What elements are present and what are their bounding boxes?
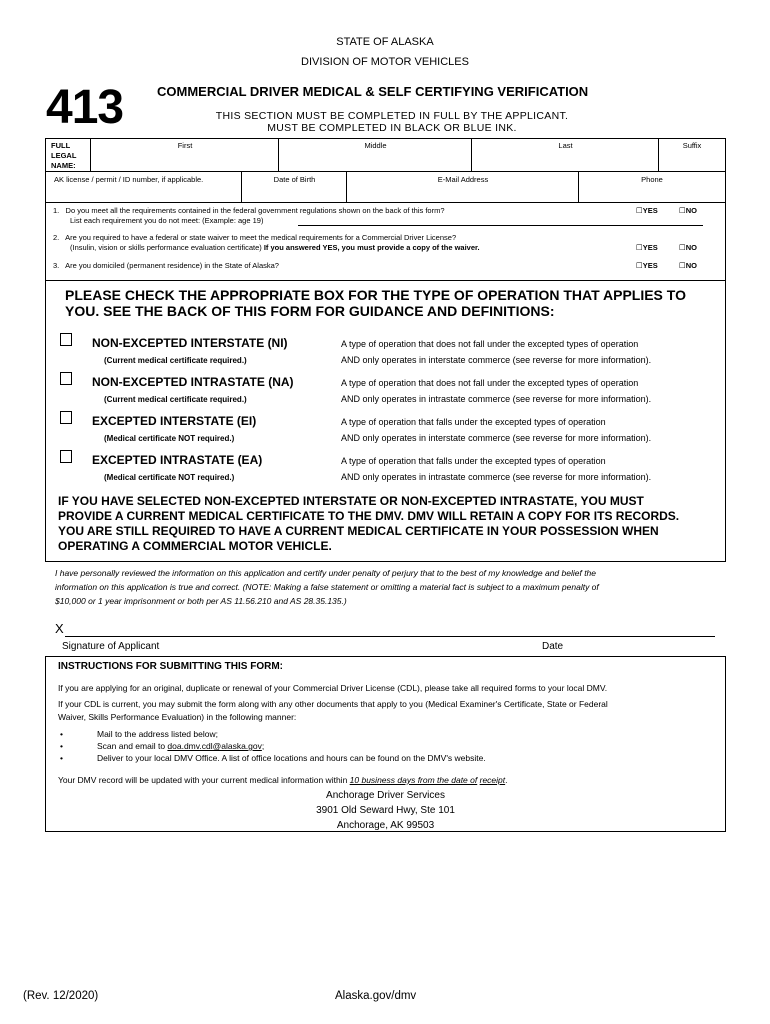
- form-subtitle-2: MUST BE COMPLETED IN BLACK OR BLUE INK.: [267, 122, 517, 134]
- name-label-cell: [46, 139, 91, 171]
- address-line-3: Anchorage, AK 99503: [336, 820, 435, 831]
- record-update-prefix: Your DMV record will be updated with your current medical information within: [58, 775, 350, 785]
- option-na-desc-2: AND only operates in intrastate commerce (see reverse for more information).: [341, 394, 652, 404]
- medical-warning-4: OPERATING A COMMERCIAL MOTOR VEHICLE.: [58, 539, 332, 553]
- form-title: COMMERCIAL DRIVER MEDICAL & SELF CERTIFYING VERIFICATION: [157, 84, 589, 99]
- question-1-yes-checkbox[interactable]: ☐YES: [636, 206, 658, 215]
- question-1-text: Do you meet all the requirements contained in the federal government regulations shown on the back of this form?: [65, 206, 445, 215]
- medical-warning-1: IF YOU HAVE SELECTED NON-EXCEPTED INTERSTATE OR NON-EXCEPTED INTRASTATE, YOU MUST: [58, 494, 644, 508]
- medical-warning-3: YOU ARE STILL REQUIRED TO HAVE A CURRENT MEDICAL CERTIFICATE IN YOUR POSSESSION WHEN: [58, 524, 659, 538]
- record-update-note: [58, 774, 718, 787]
- form-number: 413: [46, 81, 124, 134]
- option-ea-title: EXCEPTED INTRASTATE (EA): [92, 453, 263, 467]
- question-2-yes-checkbox[interactable]: ☐YES: [636, 243, 658, 252]
- question-2-detail-text: (Insulin, vision or skills performance evaluation certificate): [70, 243, 262, 252]
- address-line-1: Anchorage Driver Services: [326, 790, 445, 801]
- option-ea-desc-2: AND only operates in intrastate commerce (see reverse for more information).: [341, 472, 652, 482]
- address-line-2: 3901 Old Seward Hwy, Ste 101: [316, 805, 455, 816]
- questions-section: [45, 201, 726, 281]
- question-2-waiver-note: If you answered YES, you must provide a copy of the waiver.: [263, 243, 480, 252]
- record-update-suffix: .: [505, 775, 508, 785]
- bullet-email-suffix: ;: [261, 741, 265, 751]
- id-grid: [45, 171, 726, 203]
- instructions-heading: INSTRUCTIONS FOR SUBMITTING THIS FORM:: [58, 661, 283, 672]
- question-3-no-checkbox[interactable]: ☐NO: [679, 261, 697, 270]
- question-2-no-checkbox[interactable]: ☐NO: [679, 243, 697, 252]
- date-of-birth-field[interactable]: [242, 172, 347, 202]
- option-ei-checkbox[interactable]: [60, 411, 72, 424]
- bullet-2-marker: •: [60, 741, 63, 751]
- option-na-note: (Current medical certificate required.): [104, 395, 247, 404]
- signature-label: Signature of Applicant: [62, 641, 160, 652]
- last-name-field[interactable]: [472, 139, 659, 171]
- bullet-email-prefix: Scan and email to: [97, 741, 168, 751]
- revision-date: (Rev. 12/2020): [23, 990, 99, 1002]
- full-label: FULL: [51, 141, 71, 150]
- option-ni-checkbox[interactable]: [60, 333, 72, 346]
- bullet-3-marker: •: [60, 753, 63, 763]
- phone-field[interactable]: [579, 172, 725, 202]
- question-1-list-label: List each requirement you do not meet: (Example: age 19): [70, 216, 264, 225]
- instructions-section: [45, 656, 726, 832]
- question-2-detail: [70, 243, 480, 252]
- signature-line[interactable]: [65, 636, 715, 637]
- question-3-number: 3.: [53, 261, 60, 270]
- option-ea-desc-1: A type of operation that falls under the excepted types of operation: [341, 456, 606, 466]
- question-3-text: Are you domiciled (permanent residence) in the State of Alaska?: [65, 261, 279, 270]
- license-number-field[interactable]: [46, 172, 242, 202]
- last-name-label: Last: [558, 141, 573, 150]
- question-2-text: Are you required to have a federal or state waiver to meet the medical requirements for a Commercial Driver License?: [65, 233, 457, 242]
- record-update-receipt: receipt: [479, 775, 506, 785]
- medical-warning-2: PROVIDE A CURRENT MEDICAL CERTIFICATE TO THE DMV. DMV WILL RETAIN A COPY FOR ITS RECORDS.: [58, 509, 680, 523]
- option-ei-desc-1: A type of operation that falls under the excepted types of operation: [341, 417, 606, 427]
- option-na-checkbox[interactable]: [60, 372, 72, 385]
- option-ei-title: EXCEPTED INTERSTATE (EI): [92, 414, 257, 428]
- certification-statement: [55, 566, 715, 608]
- legal-label: LEGAL: [51, 151, 77, 160]
- option-ea-note: (Medical certificate NOT required.): [104, 473, 235, 482]
- operation-heading-2: YOU. SEE THE BACK OF THIS FORM FOR GUIDANCE AND DEFINITIONS:: [65, 303, 555, 319]
- option-na-desc-1: A type of operation that does not fall under the excepted types of operation: [341, 378, 639, 388]
- name-label: NAME:: [51, 161, 76, 170]
- certification-line-2: information on this application is true and correct. (NOTE: Making a false statement or omitting a material fact is subject to a maximum penalty of: [55, 582, 599, 592]
- division-heading: DIVISION OF MOTOR VEHICLES: [301, 56, 469, 68]
- bullet-1-marker: •: [60, 729, 63, 739]
- question-1-number: 1.: [53, 206, 60, 215]
- question-2: [53, 233, 456, 242]
- question-1: [53, 206, 445, 215]
- middle-name-field[interactable]: [279, 139, 472, 171]
- question-3: [53, 261, 279, 270]
- suffix-label: Suffix: [682, 141, 702, 150]
- instructions-paragraph-2b: Waiver, Skills Performance Evaluation) in the following manner:: [58, 712, 297, 722]
- phone-label: Phone: [641, 175, 663, 184]
- dmv-website[interactable]: Alaska.gov/dmv: [335, 990, 417, 1002]
- bullet-mail: Mail to the address listed below;: [97, 729, 218, 739]
- question-1-no-checkbox[interactable]: ☐NO: [679, 206, 697, 215]
- first-name-field[interactable]: [91, 139, 279, 171]
- option-ei-desc-2: AND only operates in interstate commerce (see reverse for more information).: [341, 433, 652, 443]
- form-subtitle-1: THIS SECTION MUST BE COMPLETED IN FULL BY THE APPLICANT.: [215, 110, 569, 122]
- option-ei-note: (Medical certificate NOT required.): [104, 434, 235, 443]
- bullet-deliver: Deliver to your local DMV Office. A list of office locations and hours can be found on the DMV's website.: [97, 753, 486, 763]
- state-heading: STATE OF ALASKA: [336, 36, 434, 48]
- first-name-label: First: [177, 141, 193, 150]
- option-ni-desc-1: A type of operation that does not fall under the excepted types of operation: [341, 339, 639, 349]
- question-2-number: 2.: [53, 233, 60, 242]
- certification-line-1: I have personally reviewed the information on this application and certify under penalty of perjury that to the best of my knowledge and belief the: [55, 568, 597, 578]
- suffix-field[interactable]: [659, 139, 725, 171]
- instructions-paragraph-1: If you are applying for an original, duplicate or renewal of your Commercial Driver License (CDL), please take all required forms to your local DMV.: [58, 683, 608, 693]
- license-number-label: AK license / permit / ID number, if applicable.: [54, 175, 204, 184]
- middle-name-label: Middle: [364, 141, 387, 150]
- option-ni-desc-2: AND only operates in interstate commerce (see reverse for more information).: [341, 355, 652, 365]
- signature-x-mark: X: [55, 621, 64, 636]
- date-label: Date: [542, 641, 564, 652]
- date-of-birth-label: Date of Birth: [273, 175, 316, 184]
- record-update-timeframe: 10 business days from the date of: [349, 775, 478, 785]
- bullet-email: [97, 741, 264, 751]
- instructions-paragraph-2a: If your CDL is current, you may submit the form along with any other documents that apply to you (Medical Examiner's Certificate, State or Federal: [58, 699, 608, 709]
- operation-type-section: [45, 281, 726, 562]
- option-na-title: NON-EXCEPTED INTRASTATE (NA): [92, 375, 294, 389]
- email-label: E-Mail Address: [437, 175, 489, 184]
- email-field[interactable]: [347, 172, 579, 202]
- option-ni-title: NON-EXCEPTED INTERSTATE (NI): [92, 336, 288, 350]
- operation-heading-1: PLEASE CHECK THE APPROPRIATE BOX FOR THE TYPE OF OPERATION THAT APPLIES TO: [65, 287, 686, 303]
- option-ea-checkbox[interactable]: [60, 450, 72, 463]
- certification-line-3: $10,000 or 1 year imprisonment or both per AS 11.56.210 and AS 28.35.135.): [55, 596, 347, 606]
- question-3-yes-checkbox[interactable]: ☐YES: [636, 261, 658, 270]
- question-1-list-prompt: [70, 216, 263, 225]
- question-1-answer-line[interactable]: [298, 225, 703, 226]
- name-grid: [45, 138, 726, 172]
- dmv-email-link[interactable]: doa.dmv.cdl@alaska.gov: [167, 741, 262, 751]
- option-ni-note: (Current medical certificate required.): [104, 356, 247, 365]
